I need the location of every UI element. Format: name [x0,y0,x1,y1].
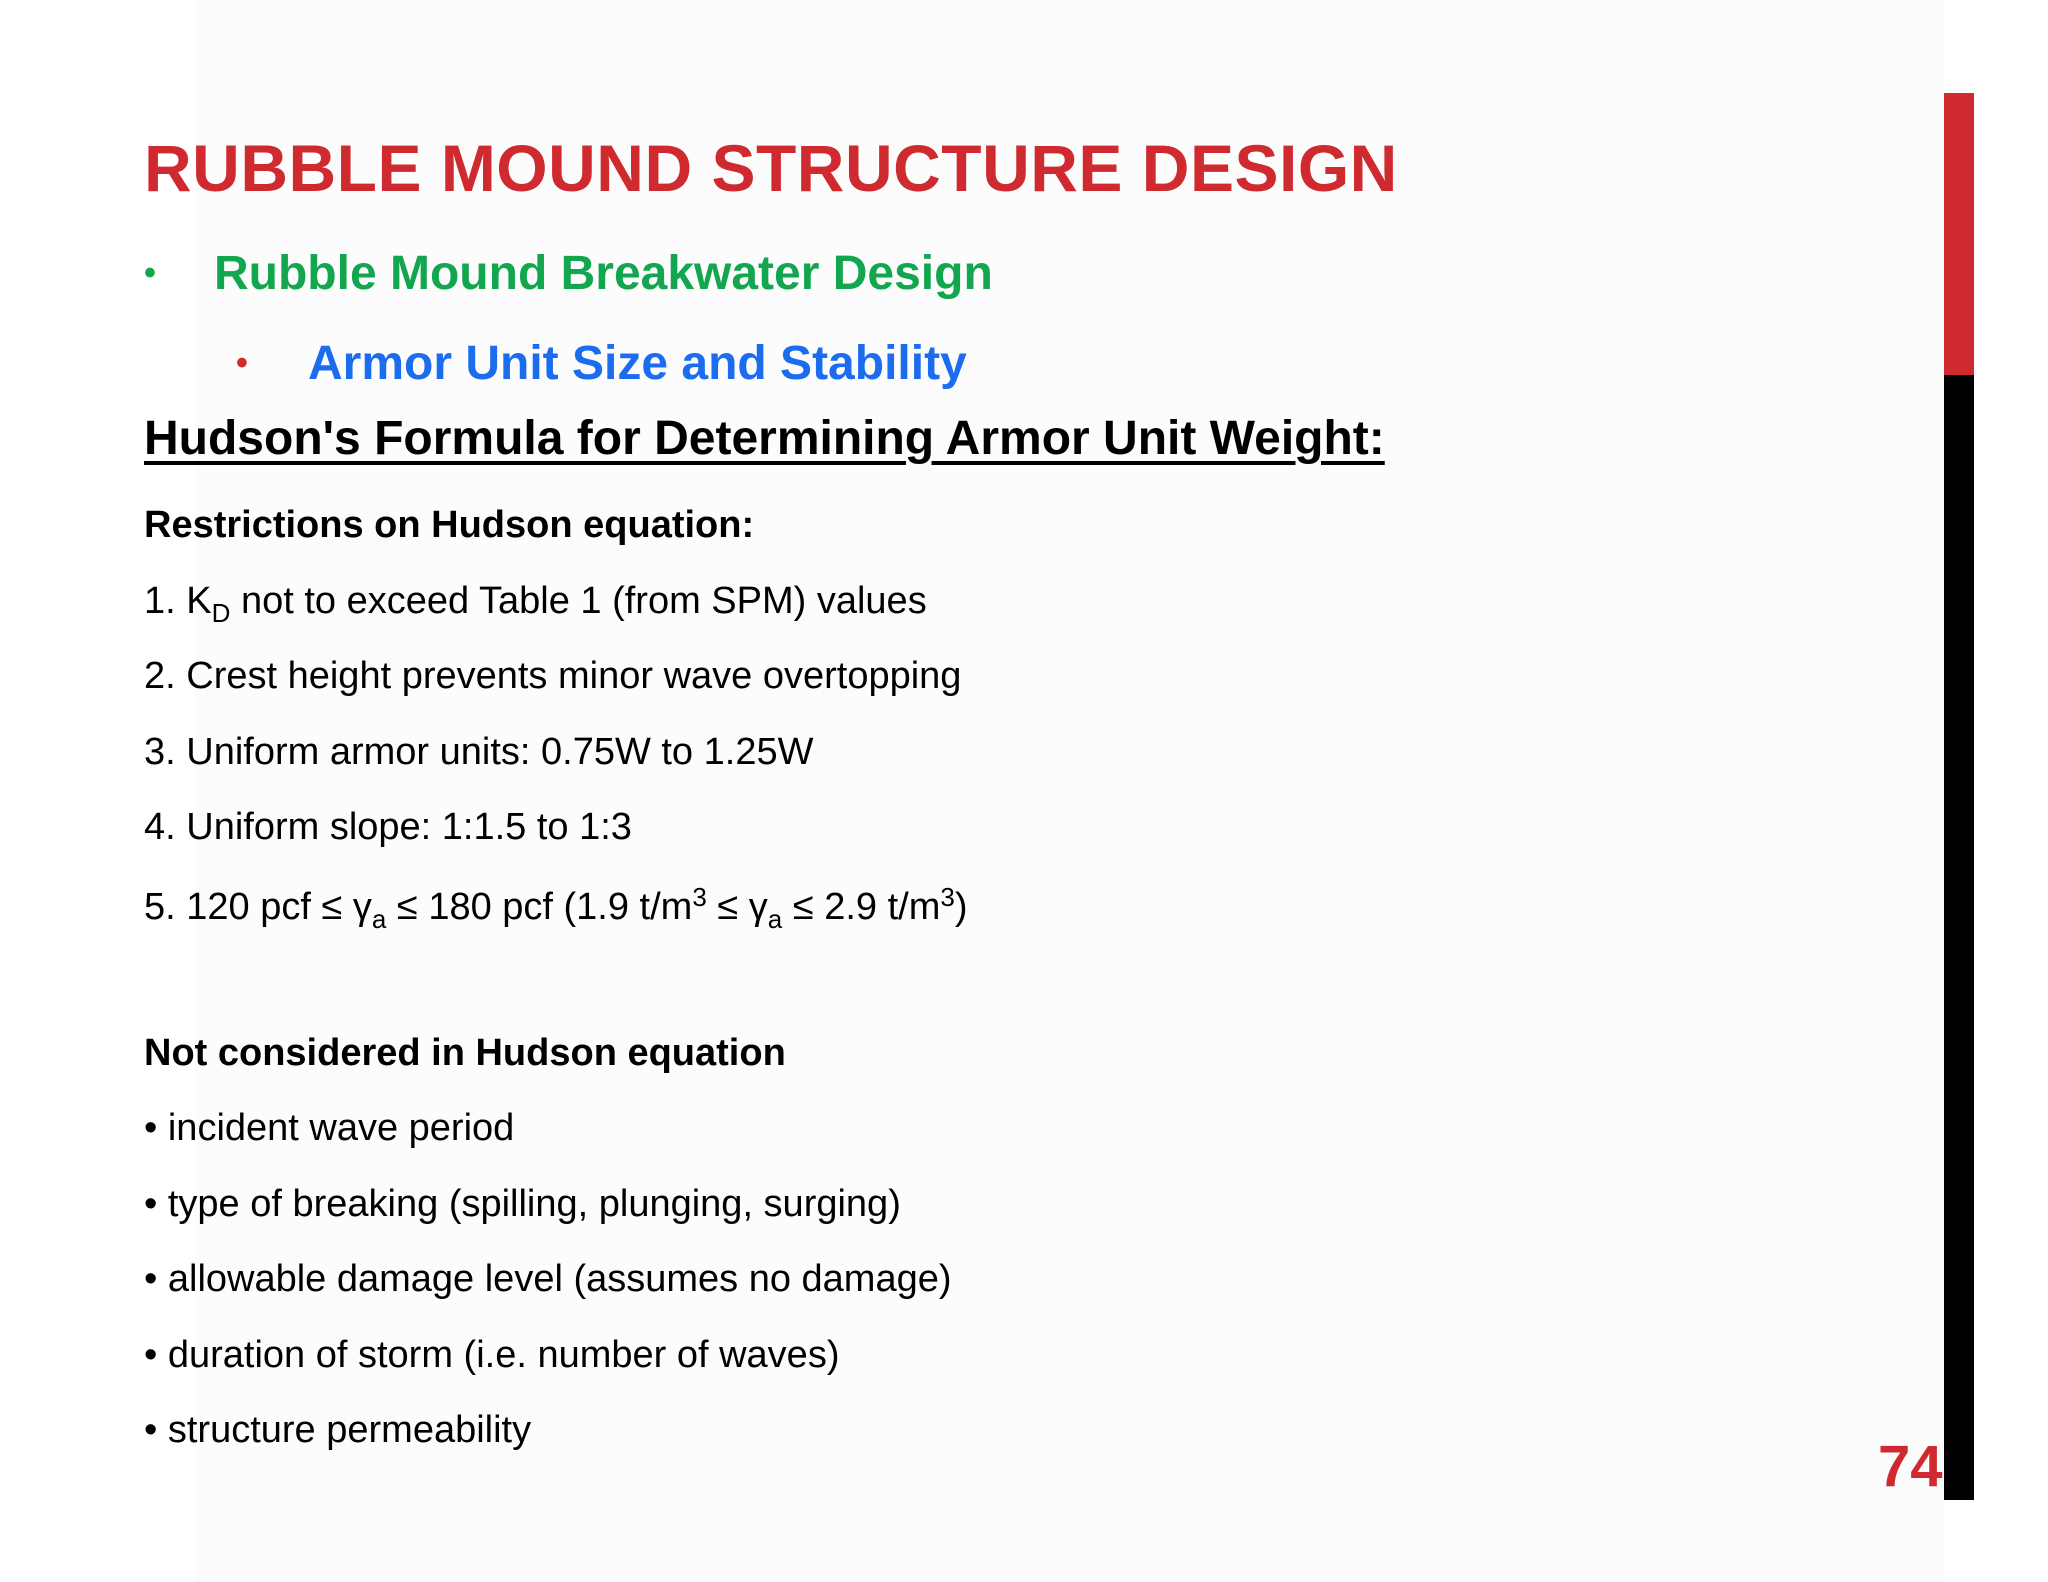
restriction-item-3: 3. Uniform armor units: 0.75W to 1.25W [144,731,814,773]
bullet-marker: • [236,343,248,382]
section-heading: Hudson's Formula for Determining Armor Unit Weight: [144,412,1385,465]
restriction-item-5: 5. 120 pcf ≤ $\gamma_a \le 180$ pcf (1.9 $t/m^3 \le \gamma_a \le 2.9$ $t/m^3$) [144,882,968,935]
bullet-level-2 [236,337,967,390]
page-number: 74 [1878,1434,1943,1499]
list-item: • type of breaking (spilling, plunging, surging) [144,1183,901,1225]
list-item: • duration of storm (i.e. number of waves) [144,1334,840,1376]
restriction-item-4: 4. Uniform slope: 1:1.5 to 1:3 [144,806,632,848]
list-item: • structure permeability [144,1409,532,1451]
list-item: • incident wave period [144,1107,515,1149]
bullet-marker: • [144,253,156,292]
slide-title: RUBBLE MOUND STRUCTURE DESIGN [144,131,1398,205]
restriction-item-1: 1. $K_D$ not to exceed Table 1 (from SPM) values [144,580,927,629]
accent-bar-black [1944,375,1974,1500]
restriction-item-2: 2. Crest height prevents minor wave overtopping [144,655,962,697]
bullet-level-1 [144,247,993,300]
bullet-level-1-text: Rubble Mound Breakwater Design [214,247,993,300]
not-considered-title: Not considered in Hudson equation [144,1032,786,1074]
bullet-level-2-text: Armor Unit Size and Stability [308,337,967,390]
list-item: • allowable damage level (assumes no damage) [144,1258,952,1300]
restrictions-title: Restrictions on Hudson equation: [144,504,755,546]
accent-bar-red [1944,93,1974,375]
